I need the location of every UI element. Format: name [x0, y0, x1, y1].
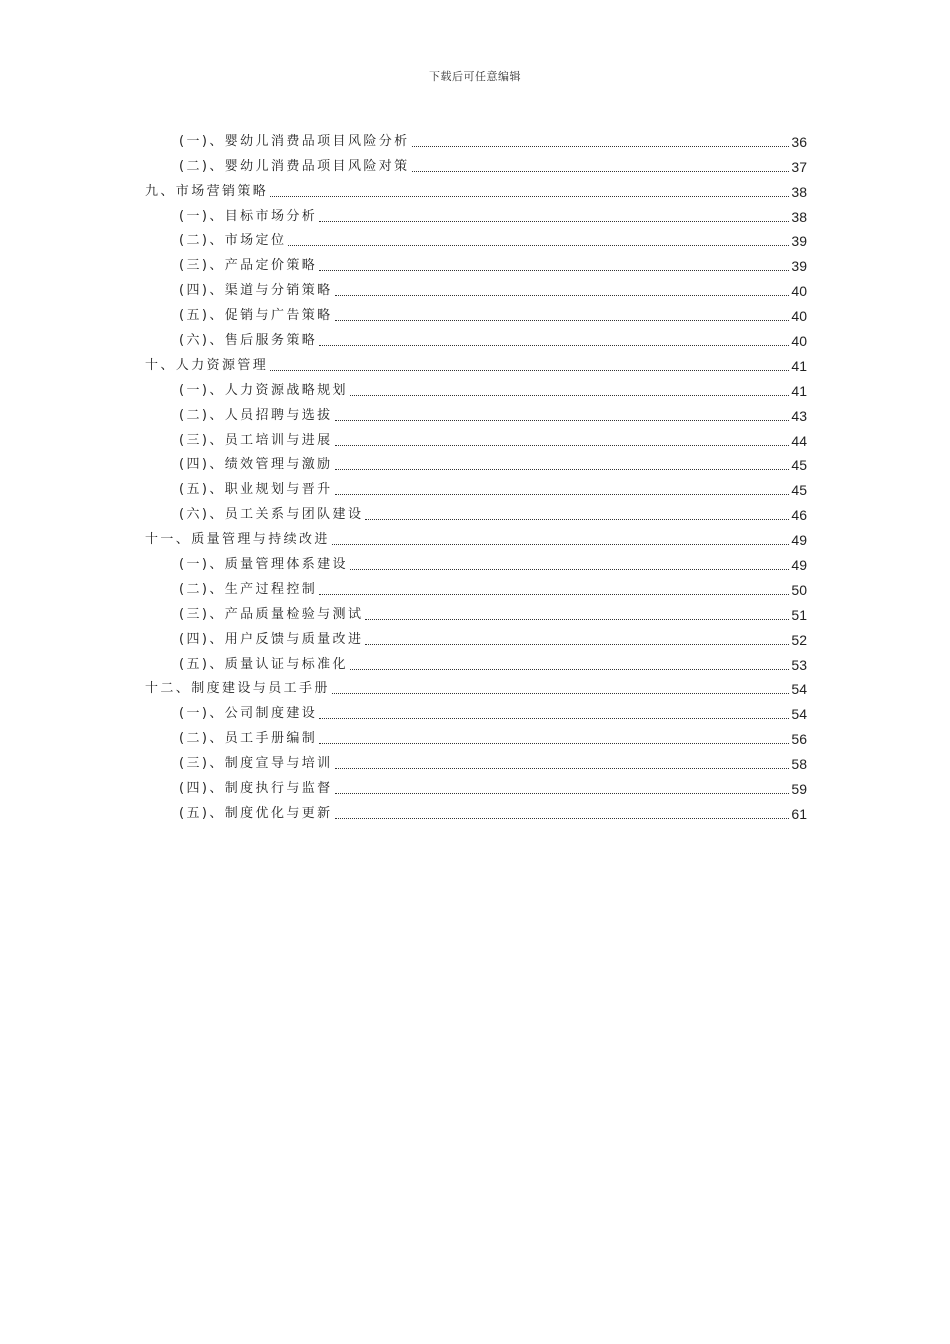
- toc-section-entry[interactable]: [145, 300, 807, 325]
- toc-page-number: 41: [791, 382, 807, 399]
- toc-entry-title: (四)、制度执行与监督: [179, 781, 333, 797]
- toc-entry-title: (二)、婴幼儿消费品项目风险对策: [179, 158, 410, 174]
- toc-page-number: 49: [791, 557, 807, 574]
- toc-section-entry[interactable]: [145, 574, 807, 599]
- toc-entry-title: 九、市场营销策略: [145, 183, 269, 199]
- toc-entry-title: (三)、制度宣导与培训: [179, 756, 333, 772]
- toc-section-entry[interactable]: [145, 425, 807, 450]
- toc-entry-title: (三)、产品定价策略: [179, 258, 318, 274]
- toc-dot-leader: [335, 818, 790, 819]
- toc-section-entry[interactable]: [145, 549, 807, 574]
- toc-dot-leader: [365, 519, 789, 520]
- toc-page-number: 37: [791, 158, 807, 175]
- toc-section-entry[interactable]: [145, 499, 807, 524]
- toc-entry-title: (五)、制度优化与更新: [179, 805, 333, 821]
- toc-page-number: 44: [791, 432, 807, 449]
- toc-entry-title: (五)、质量认证与标准化: [179, 656, 348, 672]
- toc-page-number: 40: [791, 308, 807, 325]
- toc-entry-title: (四)、渠道与分销策略: [179, 283, 333, 299]
- toc-section-entry[interactable]: [145, 375, 807, 400]
- toc-entry-title: (一)、婴幼儿消费品项目风险分析: [179, 133, 410, 149]
- toc-chapter-entry[interactable]: [145, 350, 807, 375]
- toc-dot-leader: [332, 693, 790, 694]
- toc-section-entry[interactable]: [145, 126, 807, 151]
- page-header: 下载后可任意编辑: [429, 70, 521, 83]
- toc-dot-leader: [335, 420, 790, 421]
- toc-entry-title: (四)、绩效管理与激励: [179, 457, 333, 473]
- toc-dot-leader: [350, 569, 789, 570]
- toc-section-entry[interactable]: [145, 275, 807, 300]
- toc-section-entry[interactable]: [145, 798, 807, 823]
- toc-entry-title: (五)、职业规划与晋升: [179, 482, 333, 498]
- toc-dot-leader: [319, 221, 789, 222]
- toc-entry-title: 十二、制度建设与员工手册: [145, 681, 330, 697]
- toc-page-number: 36: [791, 133, 807, 150]
- toc-entry-title: (二)、市场定位: [179, 233, 287, 249]
- toc-page-number: 56: [791, 731, 807, 748]
- toc-dot-leader: [335, 768, 790, 769]
- toc-section-entry[interactable]: [145, 226, 807, 251]
- toc-entry-title: (二)、员工手册编制: [179, 731, 318, 747]
- toc-dot-leader: [270, 370, 789, 371]
- toc-page-number: 38: [791, 183, 807, 200]
- toc-page-number: 58: [791, 756, 807, 773]
- toc-entry-title: (一)、目标市场分析: [179, 208, 318, 224]
- toc-chapter-entry[interactable]: [145, 674, 807, 699]
- toc-chapter-entry[interactable]: [145, 176, 807, 201]
- toc-section-entry[interactable]: [145, 325, 807, 350]
- toc-page-number: 39: [791, 233, 807, 250]
- toc-entry-title: (五)、促销与广告策略: [179, 308, 333, 324]
- toc-entry-title: (二)、生产过程控制: [179, 581, 318, 597]
- toc-page-number: 61: [791, 805, 807, 822]
- toc-page-number: 45: [791, 482, 807, 499]
- toc-dot-leader: [412, 171, 790, 172]
- toc-section-entry[interactable]: [145, 250, 807, 275]
- toc-page-number: 49: [791, 532, 807, 549]
- toc-dot-leader: [319, 718, 789, 719]
- toc-chapter-entry[interactable]: [145, 524, 807, 549]
- toc-entry-title: (一)、人力资源战略规划: [179, 382, 348, 398]
- toc-page-number: 38: [791, 208, 807, 225]
- toc-dot-leader: [319, 345, 789, 346]
- toc-entry-title: 十、人力资源管理: [145, 357, 269, 373]
- table-of-contents: [145, 126, 807, 823]
- toc-entry-title: (三)、员工培训与进展: [179, 432, 333, 448]
- toc-page-number: 40: [791, 283, 807, 300]
- toc-entry-title: (二)、人员招聘与选拔: [179, 407, 333, 423]
- toc-dot-leader: [350, 395, 789, 396]
- toc-section-entry[interactable]: [145, 450, 807, 475]
- toc-dot-leader: [332, 544, 790, 545]
- toc-entry-title: (三)、产品质量检验与测试: [179, 606, 364, 622]
- toc-section-entry[interactable]: [145, 599, 807, 624]
- toc-section-entry[interactable]: [145, 474, 807, 499]
- toc-section-entry[interactable]: [145, 201, 807, 226]
- toc-entry-title: (四)、用户反馈与质量改进: [179, 631, 364, 647]
- toc-page-number: 41: [791, 357, 807, 374]
- toc-page-number: 54: [791, 706, 807, 723]
- toc-page-number: 54: [791, 681, 807, 698]
- toc-dot-leader: [319, 743, 789, 744]
- toc-section-entry[interactable]: [145, 723, 807, 748]
- toc-page-number: 53: [791, 656, 807, 673]
- toc-section-entry[interactable]: [145, 748, 807, 773]
- toc-dot-leader: [365, 644, 789, 645]
- toc-dot-leader: [335, 793, 790, 794]
- toc-page-number: 59: [791, 781, 807, 798]
- toc-entry-title: 十一、质量管理与持续改进: [145, 532, 330, 548]
- toc-dot-leader: [319, 594, 789, 595]
- toc-page-number: 46: [791, 507, 807, 524]
- toc-dot-leader: [319, 270, 789, 271]
- toc-dot-leader: [335, 445, 790, 446]
- toc-dot-leader: [412, 146, 790, 147]
- toc-dot-leader: [335, 469, 790, 470]
- toc-page-number: 52: [791, 631, 807, 648]
- toc-dot-leader: [350, 669, 789, 670]
- toc-page-number: 39: [791, 258, 807, 275]
- toc-entry-title: (一)、质量管理体系建设: [179, 557, 348, 573]
- toc-page-number: 50: [791, 581, 807, 598]
- toc-dot-leader: [335, 295, 790, 296]
- toc-page-number: 45: [791, 457, 807, 474]
- toc-section-entry[interactable]: [145, 624, 807, 649]
- toc-dot-leader: [288, 245, 789, 246]
- toc-section-entry[interactable]: [145, 698, 807, 723]
- toc-entry-title: (六)、员工关系与团队建设: [179, 507, 364, 523]
- toc-page-number: 43: [791, 407, 807, 424]
- toc-dot-leader: [365, 619, 789, 620]
- toc-section-entry[interactable]: [145, 649, 807, 674]
- toc-page-number: 40: [791, 333, 807, 350]
- toc-entry-title: (一)、公司制度建设: [179, 706, 318, 722]
- toc-dot-leader: [335, 320, 790, 321]
- toc-entry-title: (六)、售后服务策略: [179, 333, 318, 349]
- toc-section-entry[interactable]: [145, 400, 807, 425]
- toc-section-entry[interactable]: [145, 773, 807, 798]
- toc-dot-leader: [335, 494, 790, 495]
- toc-dot-leader: [270, 196, 789, 197]
- toc-page-number: 51: [791, 606, 807, 623]
- toc-section-entry[interactable]: [145, 151, 807, 176]
